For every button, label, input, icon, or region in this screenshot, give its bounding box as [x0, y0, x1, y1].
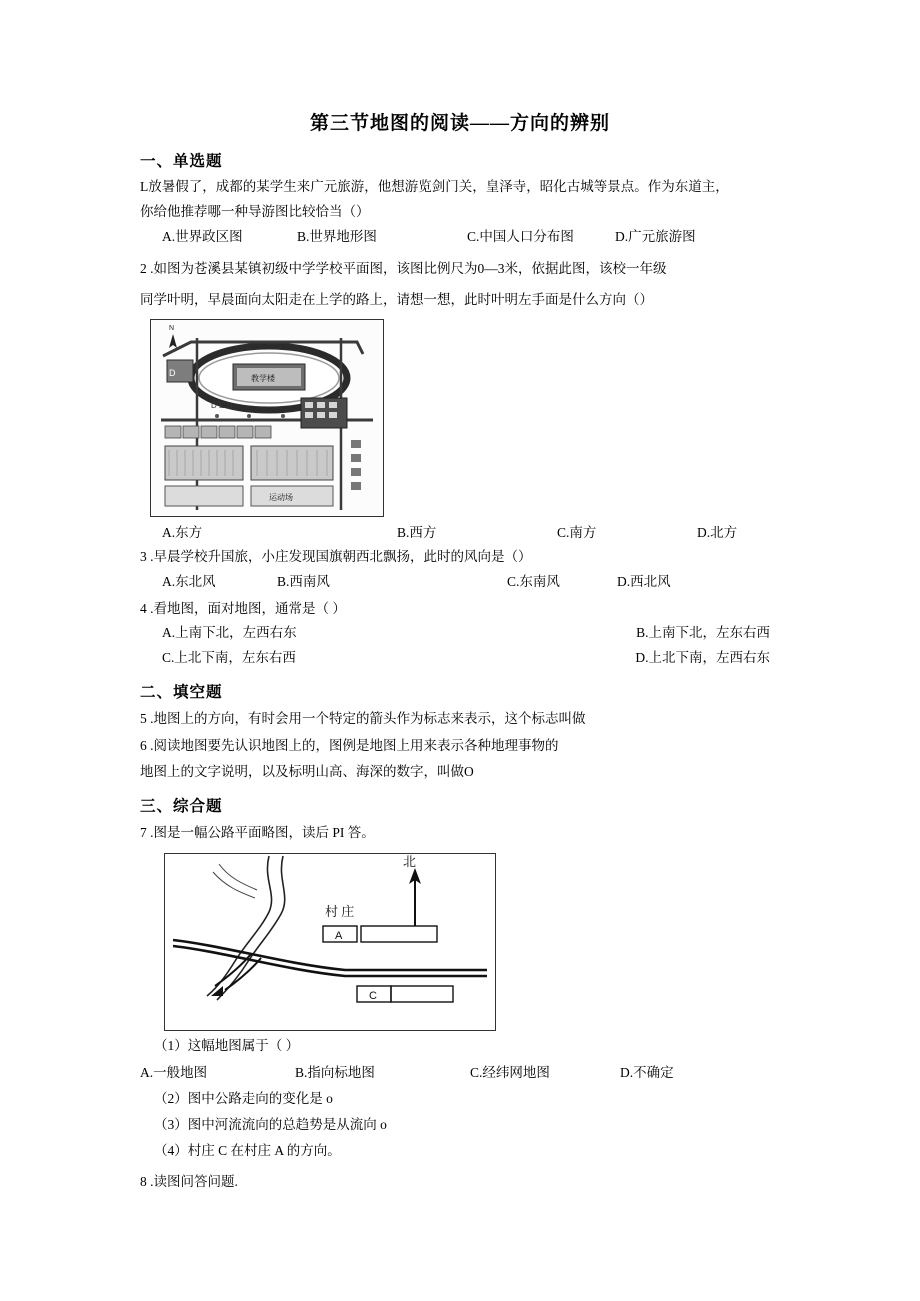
- q7-option-a: A.一般地图: [140, 1065, 208, 1081]
- q4-option-d: D.上北下南，左西右东: [635, 649, 770, 665]
- q3-option-d: D.西北风: [617, 574, 671, 590]
- question-6-text: 6 .阅读地图要先认识地图上的，图例是地图上用来表示各种地理事物的: [140, 737, 559, 753]
- question-3-text: 3 .早晨学校升国旅，小庄发现国旗朝西北飘扬，此时的风向是（）: [140, 549, 532, 565]
- q1-option-a: A.世界政区图: [162, 228, 243, 244]
- question-7-text: 7 .图是一幅公路平面略图，读后 PI 答。: [140, 825, 375, 841]
- question-7-sub-3: （3）图中河流流向的总趋势是从流向 o: [154, 1116, 387, 1132]
- svg-text:N: N: [169, 325, 175, 333]
- svg-text:D: D: [169, 368, 176, 379]
- box-c-label: C: [369, 990, 377, 1003]
- school-plan-map: [151, 320, 383, 516]
- q2-option-b: B.西方: [397, 525, 437, 541]
- q2-option-c: C.南方: [557, 525, 597, 541]
- question-7-sub-2: （2）图中公路走向的变化是 o: [154, 1090, 333, 1106]
- box-a-label: A: [335, 930, 343, 943]
- question-7-sub1-options: [140, 1062, 780, 1084]
- q2-option-a: A.东方: [162, 525, 203, 541]
- question-1-text: L放暑假了，成都的某学生来广元旅游，他想游览剑门关，皇泽寺，昭化古城等景点。作为东道主，: [140, 179, 729, 194]
- q3-option-c: C.东南风: [507, 574, 560, 590]
- q1-option-b: B.世界地形图: [297, 228, 377, 244]
- section-heading-comprehensive: 三、综合题: [140, 798, 223, 816]
- question-7-sub-1: （1）这幅地图属于（ ）: [154, 1038, 300, 1054]
- north-label: 北: [403, 854, 417, 870]
- road-sketch-figure: [164, 853, 496, 1031]
- svg-text:教学楼: 教学楼: [251, 374, 275, 384]
- question-2-text: 2 .如图为苍溪县某镇初级中学学校平面图，该图比例尺为0—3米，依据此图，该校一年级: [140, 261, 667, 277]
- q4-option-c: C.上北下南，左东右西: [162, 649, 296, 665]
- question-5-text: 5 .地图上的方向，有时会用一个特定的箭头作为标志来表示，这个标志叫做: [140, 710, 586, 726]
- section-heading-single-choice: 一、单选题: [140, 153, 223, 170]
- question-6-text-cont: 地图上的文字说明，以及标明山高、海深的数字，叫做O: [140, 764, 474, 780]
- question-7-sub-4: （4）村庄 C 在村庄 A 的方向。: [154, 1142, 341, 1158]
- village-label: 村 庄: [325, 904, 355, 920]
- q1-option-d: D.广元旅游图: [615, 228, 696, 244]
- question-4-options-row1: [140, 622, 780, 645]
- q4-option-a: A.上南下北，左西右东: [162, 624, 297, 640]
- school-plan-figure: [150, 319, 384, 517]
- q3-option-a: A.东北风: [162, 574, 216, 590]
- question-2-text-cont: 同学叶明，早晨面向太阳走在上学的路上，请想一想，此时叶明左手面是什么方向（）: [140, 292, 653, 308]
- q2-option-d: D.北方: [697, 525, 738, 541]
- section-heading-fill-blank: 二、填空题: [140, 683, 223, 701]
- svg-text:运动场: 运动场: [269, 493, 293, 503]
- q4-option-b: B.上南下北，左东右西: [636, 624, 770, 640]
- question-1-options: [140, 226, 780, 248]
- question-8-text: 8 .读图问答问题.: [140, 1173, 238, 1189]
- question-1-text-cont: 你给他推荐哪一种导游图比较恰当（）: [140, 203, 370, 219]
- document-content: [140, 108, 780, 1198]
- road-sketch-map: [165, 854, 495, 1030]
- q7-option-c: C.经纬网地图: [470, 1065, 550, 1081]
- q7-option-b: B.指向标地图: [295, 1065, 375, 1081]
- q1-option-c: C.中国人口分布图: [467, 228, 574, 244]
- page-title: 第三节地图的阅读——方向的辨别: [309, 113, 610, 134]
- q7-option-d: D.不确定: [620, 1065, 674, 1081]
- question-3-options: [140, 571, 780, 593]
- question-4-text: 4 .看地图，面对地图，通常是（ ）: [140, 600, 346, 616]
- svg-text:D E D: D E D: [211, 401, 233, 411]
- question-4-options-row2: [140, 647, 780, 670]
- q3-option-b: B.西南风: [277, 574, 330, 590]
- question-2-options: [140, 521, 780, 541]
